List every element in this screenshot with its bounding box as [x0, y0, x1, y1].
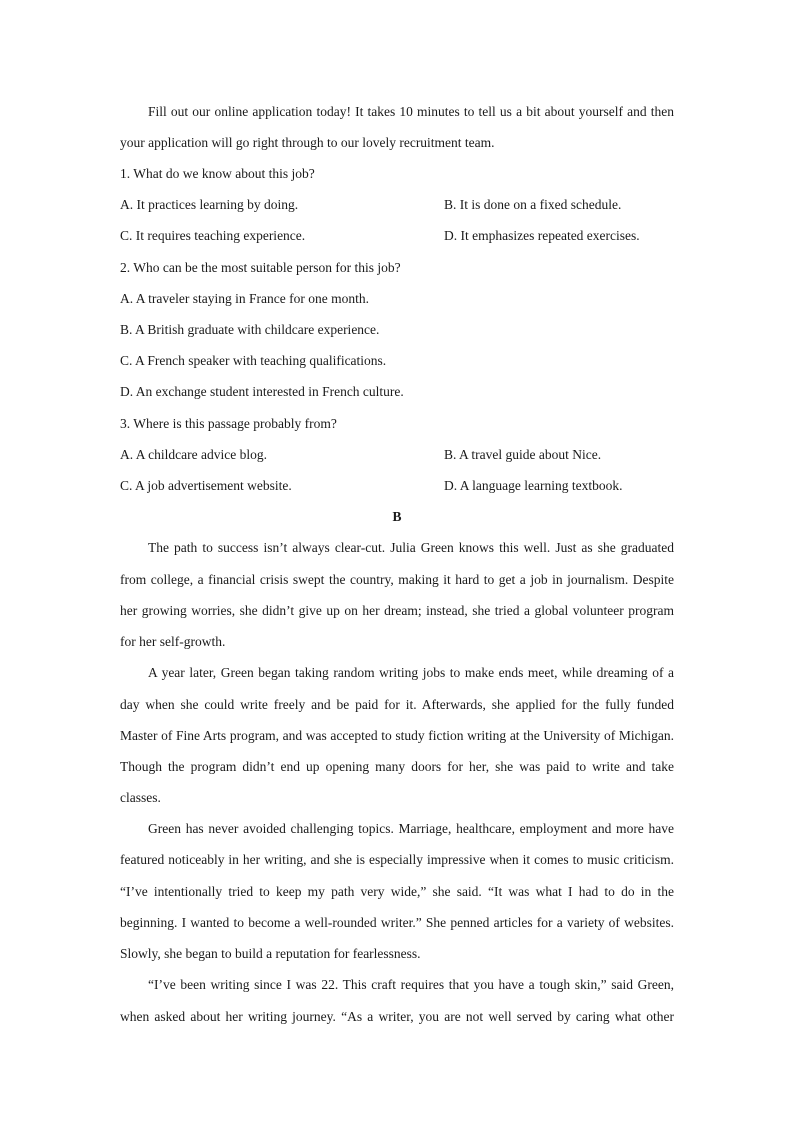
question-2-option-c: C. A French speaker with teaching qualifications. [120, 353, 387, 368]
question-3-option-c: C. A job advertisement website. [120, 478, 292, 493]
question-1-option-d: D. It emphasizes repeated exercises. [444, 228, 640, 243]
paragraph-3-line-2: featured noticeably in her writing, and she is especially impressive when it comes to music criticism. [120, 852, 674, 867]
passage-a-line-1: Fill out our online application today! It takes 10 minutes to tell us a bit about yourself and then [148, 104, 674, 119]
paragraph-1-line-2: from college, a financial crisis swept the country, making it hard to get a job in journalism. Despite [120, 572, 674, 587]
paragraph-1-line-1: The path to success isn’t always clear-cut. Julia Green knows this well. Just as she graduated [148, 540, 674, 555]
paragraph-2-line-4: Though the program didn’t end up opening many doors for her, she was paid to write and take [120, 759, 674, 774]
question-3-stem: 3. Where is this passage probably from? [120, 416, 337, 431]
paragraph-2-line-1: A year later, Green began taking random writing jobs to make ends meet, while dreaming of a [148, 665, 674, 680]
question-2-option-b: B. A British graduate with childcare experience. [120, 322, 380, 337]
paragraph-4-line-2: when asked about her writing journey. “As a writer, you are not well served by caring what other [120, 1009, 674, 1024]
question-1-option-c: C. It requires teaching experience. [120, 228, 306, 243]
section-b-heading: B [392, 509, 402, 524]
paragraph-1-line-4: for her self-growth. [120, 634, 226, 649]
question-2-stem: 2. Who can be the most suitable person for this job? [120, 260, 401, 275]
question-1-option-b: B. It is done on a fixed schedule. [444, 197, 622, 212]
paragraph-2-line-2: day when she could write freely and be paid for it. Afterwards, she applied for the fully funded [120, 697, 674, 712]
question-3-option-d: D. A language learning textbook. [444, 478, 623, 493]
question-3-option-a: A. A childcare advice blog. [120, 447, 267, 462]
paragraph-4-line-1: “I’ve been writing since I was 22. This craft requires that you have a tough skin,” said Green, [148, 977, 674, 992]
question-3-option-b: B. A travel guide about Nice. [444, 447, 602, 462]
question-2-option-d: D. An exchange student interested in French culture. [120, 384, 404, 399]
paragraph-2-line-5: classes. [120, 790, 161, 805]
question-2-option-a: A. A traveler staying in France for one month. [120, 291, 369, 306]
paragraph-3-line-3: “I’ve intentionally tried to keep my path very wide,” she said. “It was what I had to do in the [120, 884, 674, 899]
paragraph-1-line-3: her growing worries, she didn’t give up on her dream; instead, she tried a global volunteer program [120, 603, 674, 618]
question-1-stem: 1. What do we know about this job? [120, 166, 315, 181]
paragraph-3-line-5: Slowly, she began to build a reputation for fearlessness. [120, 946, 421, 961]
paragraph-3-line-1: Green has never avoided challenging topics. Marriage, healthcare, employment and more have [148, 821, 674, 836]
paragraph-2-line-3: Master of Fine Arts program, and was accepted to study fiction writing at the University of Michigan. [120, 728, 674, 743]
passage-a-line-2: your application will go right through to our lovely recruitment team. [120, 135, 495, 150]
paragraph-3-line-4: beginning. I wanted to become a well-rounded writer.” She penned articles for a variety of websites. [120, 915, 674, 930]
question-1-option-a: A. It practices learning by doing. [120, 197, 299, 212]
